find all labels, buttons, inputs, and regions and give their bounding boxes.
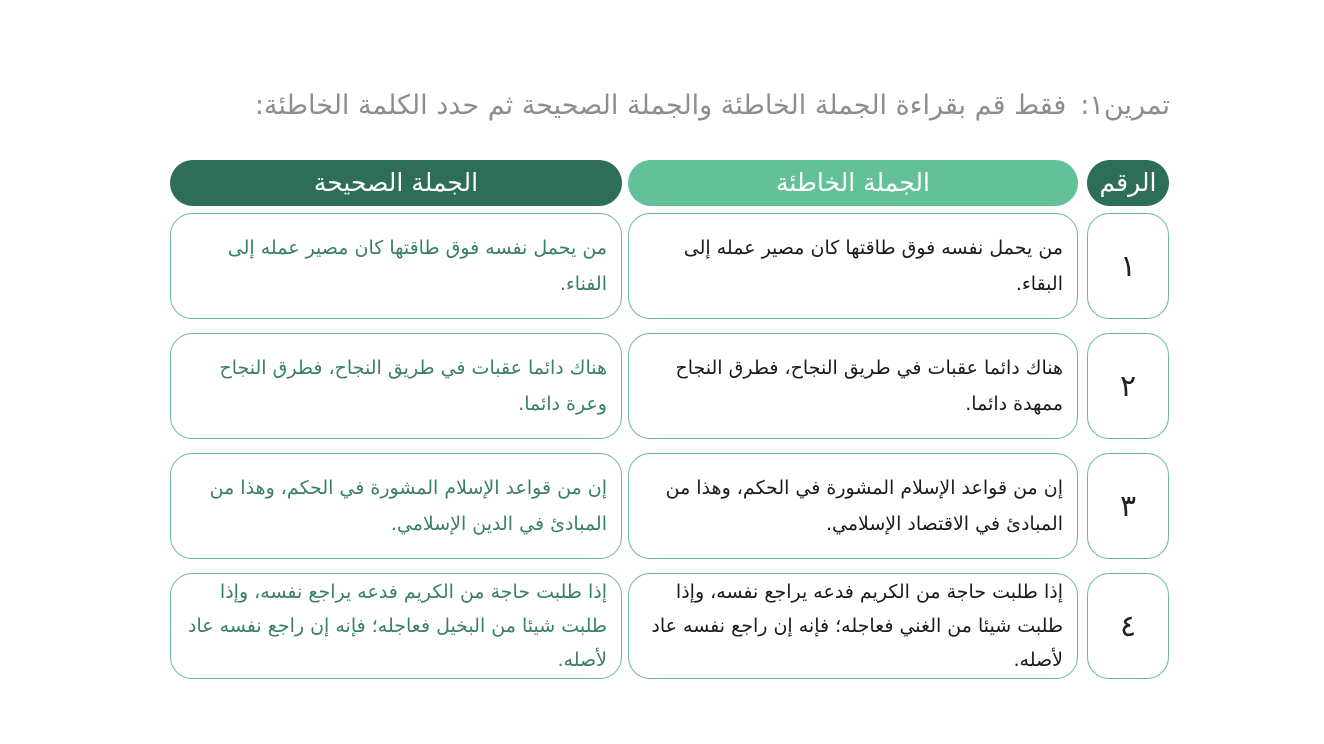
correct-sentence-text: إن من قواعد الإسلام المشورة في الحكم، وهذا من المبادئ في الدين الإسلامي.: [209, 477, 607, 535]
wrong-sentence-text: هناك دائما عقبات في طريق النجاح، فطرق النجاح ممهدة دائما.: [675, 357, 1063, 415]
row-number-cell: ٢: [1087, 333, 1169, 439]
row-number-cell: ١: [1087, 213, 1169, 319]
wrong-sentence-text: إن من قواعد الإسلام المشورة في الحكم، وهذا من المبادئ في الاقتصاد الإسلامي.: [665, 477, 1063, 535]
correct-sentence-cell: [170, 573, 622, 679]
header-number: الرقم: [1087, 160, 1169, 206]
wrong-sentence-cell: [628, 333, 1078, 439]
wrong-sentence-cell: [628, 573, 1078, 679]
row-number-cell: ٤: [1087, 573, 1169, 679]
wrong-sentence-cell: [628, 213, 1078, 319]
correct-sentence-text: هناك دائما عقبات في طريق النجاح، فطرق النجاح وعرة دائما.: [219, 357, 607, 415]
exercise-label: تمرين١:: [1080, 90, 1170, 121]
wrong-sentence-cell: [628, 453, 1078, 559]
wrong-sentence-text: إذا طلبت حاجة من الكريم فدعه يراجع نفسه، وإذا طلبت شيئا من الغني فعاجله؛ فإنه إن راجع نفسه عاد لأصله.: [651, 581, 1063, 671]
correct-sentence-cell: [170, 333, 622, 439]
correct-sentence-cell: [170, 453, 622, 559]
exercise-instruction: فقط قم بقراءة الجملة الخاطئة والجملة الصحيحة ثم حدد الكلمة الخاطئة:: [254, 90, 1067, 121]
correct-sentence-text: من يحمل نفسه فوق طاقتها كان مصير عمله إلى الفناء.: [227, 237, 607, 295]
exercise-title: [160, 84, 1170, 128]
correct-sentence-text: إذا طلبت حاجة من الكريم فدعه يراجع نفسه، وإذا طلبت شيئا من البخيل فعاجله؛ فإنه إن راجع نفسه عاد لأصله.: [188, 581, 607, 671]
header-correct-sentence: الجملة الصحيحة: [170, 160, 622, 206]
row-number-cell: ٣: [1087, 453, 1169, 559]
wrong-sentence-text: من يحمل نفسه فوق طاقتها كان مصير عمله إلى البقاء.: [683, 237, 1063, 295]
header-wrong-sentence: الجملة الخاطئة: [628, 160, 1078, 206]
correct-sentence-cell: [170, 213, 622, 319]
